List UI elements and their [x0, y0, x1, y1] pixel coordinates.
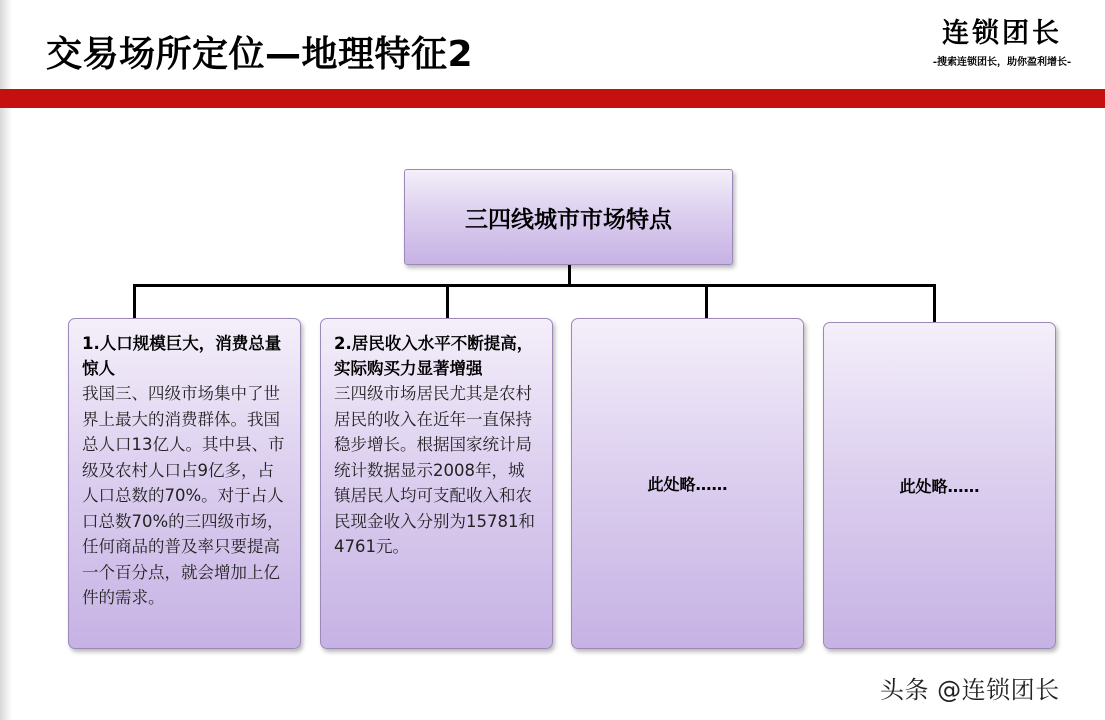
connector-drop-4 — [933, 284, 936, 323]
node-1-body: 我国三、四级市场集中了世界上最大的消费群体。我国总人口13亿人。其中县、市级及农村人口占9亿多，占人口总数的70%。对于占人口总数70%的三四级市场，任何商品的普及率只要提高一个百分点，就会增加上亿件的需求。 — [82, 384, 285, 607]
diagram-node-3 — [571, 318, 804, 649]
diagram-node-2 — [320, 318, 553, 649]
diagram-root-node — [404, 169, 733, 265]
connector-root-stem — [568, 265, 571, 286]
slide-title: 交易场所定位—地理特征2 — [46, 34, 474, 75]
root-node-label: 三四线城市市场特点 — [465, 206, 672, 233]
watermark: 头条 @连锁团长 — [880, 676, 1060, 704]
node-1-heading: 1.人口规模巨大，消费总量惊人 — [82, 334, 282, 378]
brand-slogan: -搜索连锁团长，助你盈利增长- — [932, 57, 1072, 68]
node-2-heading: 2.居民收入水平不断提高，实际购买力显著增强 — [334, 334, 534, 378]
brand-name: 连锁团长 — [942, 18, 1062, 49]
diagram-node-1 — [68, 318, 301, 649]
node-4-text: 此处略…… — [899, 477, 980, 496]
connector-drop-3 — [705, 284, 708, 319]
diagram-node-4 — [823, 322, 1056, 649]
connector-horizontal — [133, 284, 936, 287]
brand-logo — [912, 18, 1092, 70]
header-accent-bar — [0, 89, 1105, 108]
node-3-text: 此处略…… — [647, 475, 728, 494]
node-2-body: 三四级市场居民尤其是农村居民的收入在近年一直保持稳步增长。根据国家统计局统计数据显示2008年，城镇居民人均可支配收入和农民现金收入分别为15781和4761元。 — [334, 384, 535, 556]
slide-left-edge — [0, 0, 12, 720]
connector-drop-1 — [133, 284, 136, 319]
connector-drop-2 — [446, 284, 449, 319]
